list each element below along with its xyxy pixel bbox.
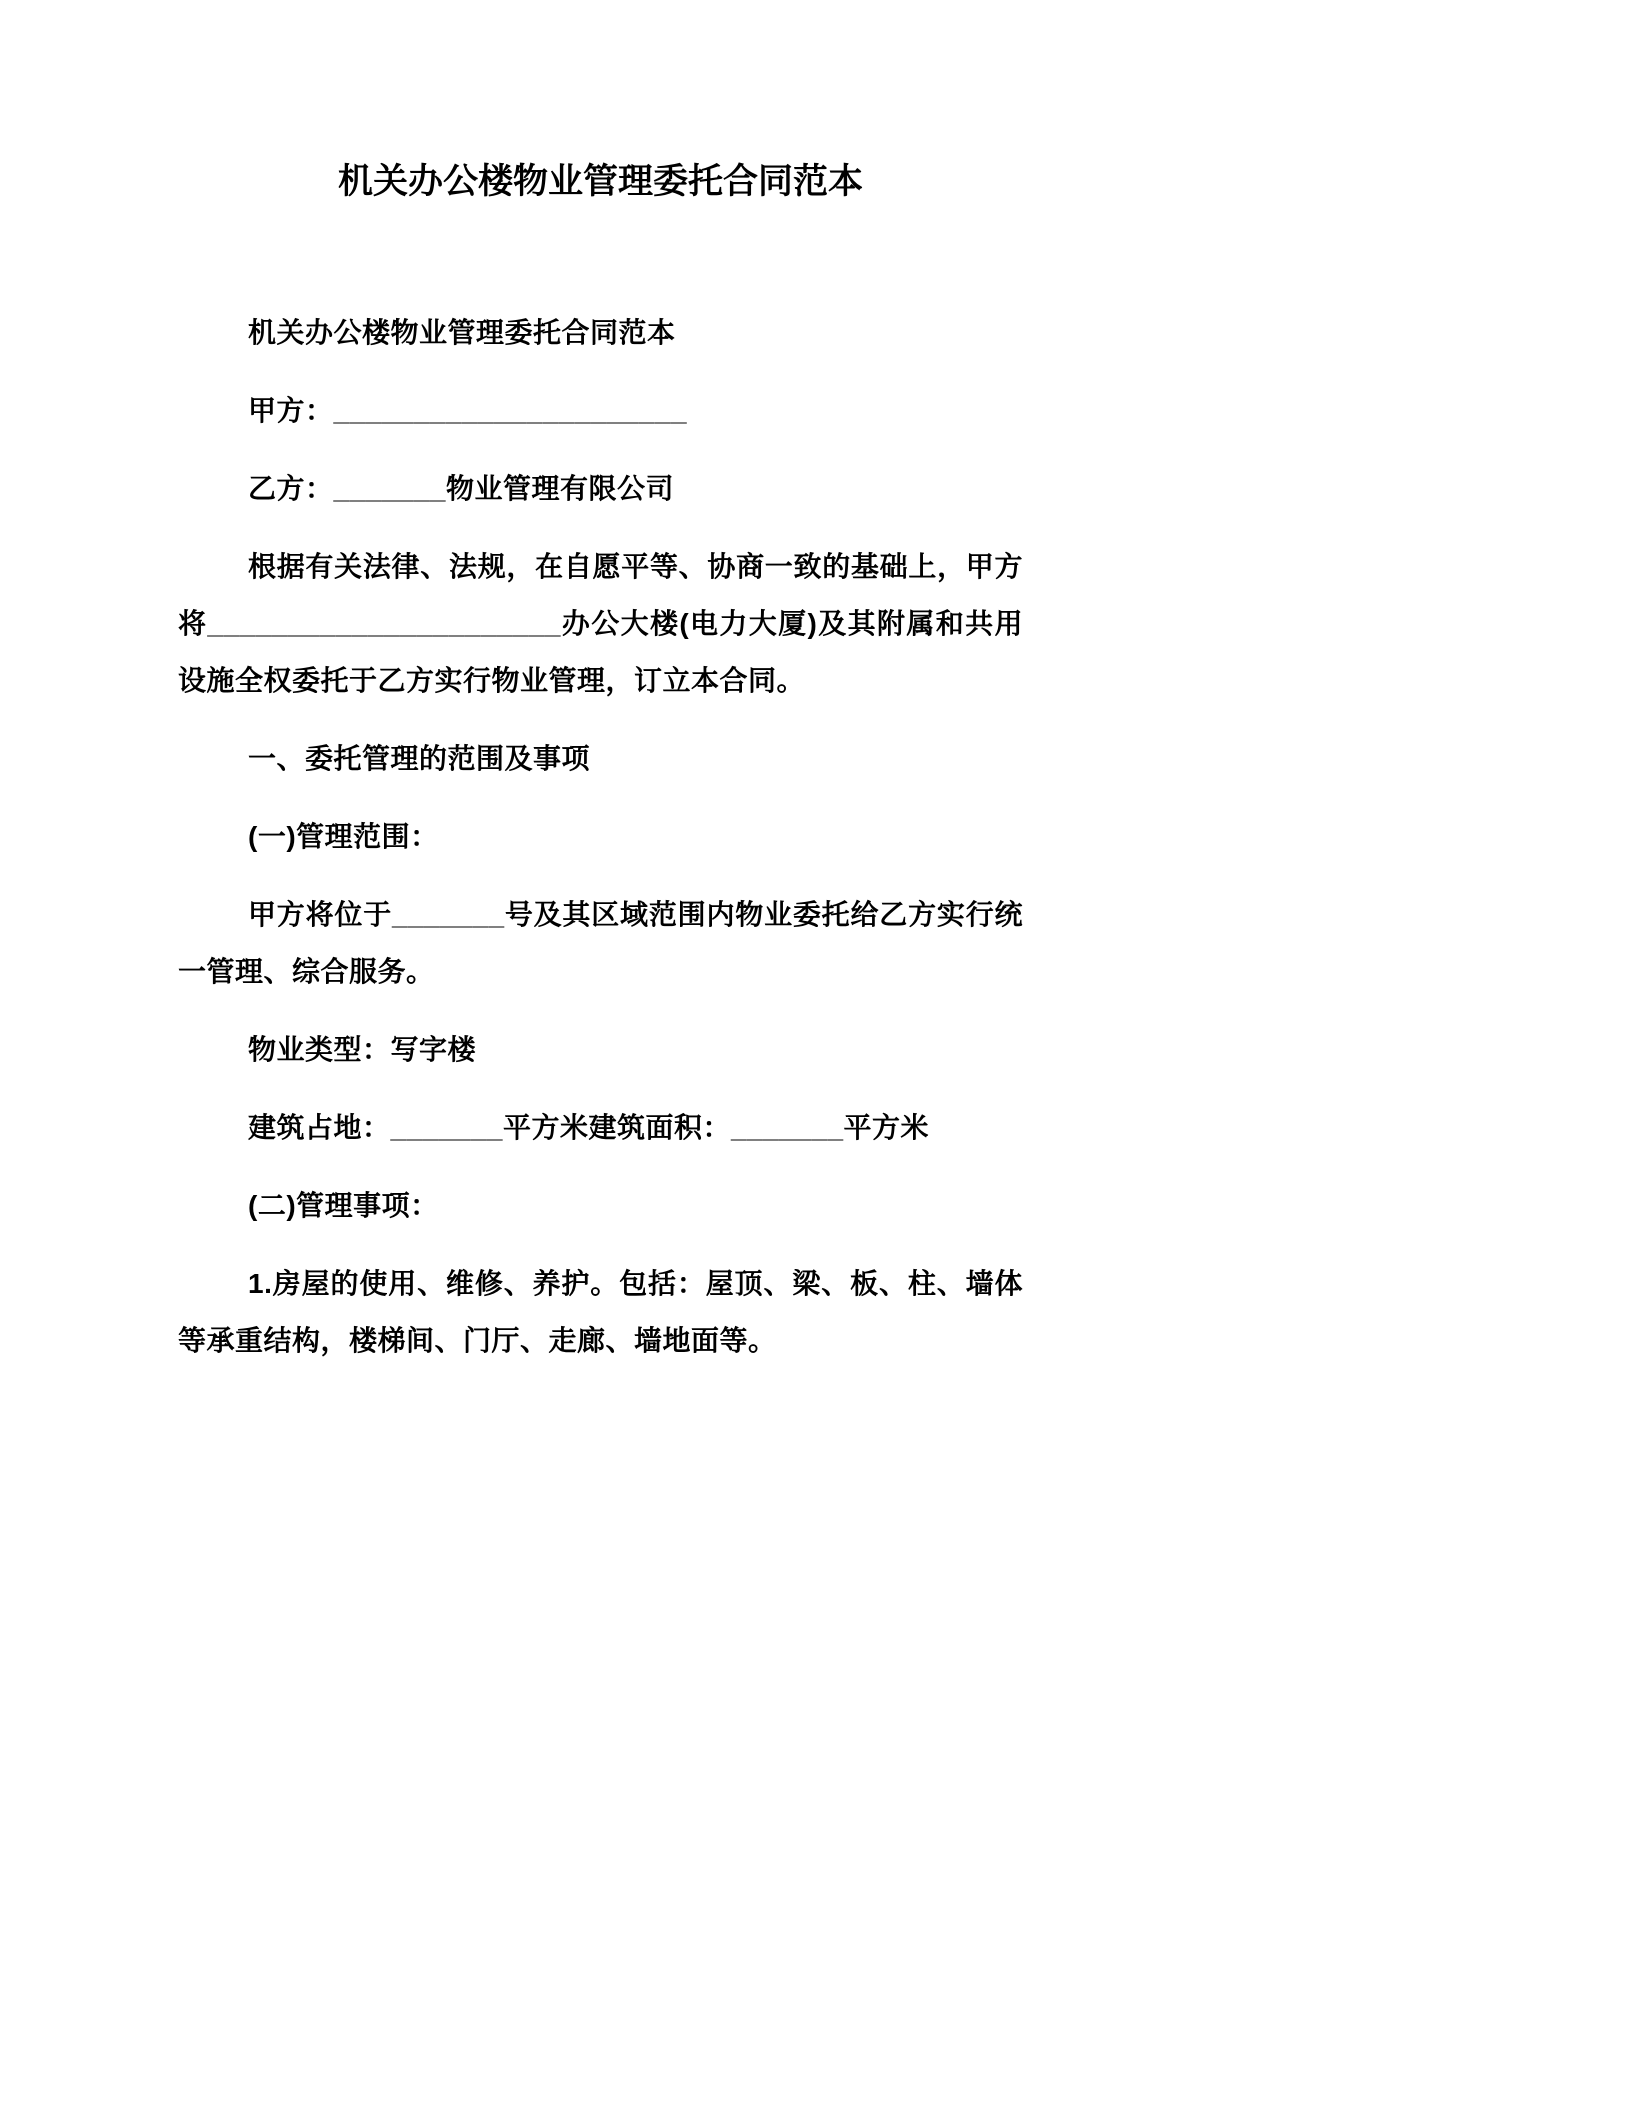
paragraph-matters-item-1: 1.房屋的使用、维修、养护。包括：屋顶、梁、板、柱、墙体等承重结构，楼梯间、门厅、走廊、墙地面等。: [178, 1268, 1023, 1356]
paragraph-property-type: 物业类型：写字楼: [248, 1034, 477, 1065]
paragraph-party-a: 甲方：______________________: [248, 395, 688, 426]
document-content: [178, 0, 1023, 1390]
document-title: 机关办公楼物业管理委托合同范本: [337, 162, 863, 201]
paragraph-building-area: 建筑占地：_______平方米建筑面积：_______平方米: [248, 1112, 930, 1143]
paragraph-party-b: 乙方：_______物业管理有限公司: [248, 473, 675, 504]
paragraph-matters-heading: (二)管理事项：: [248, 1190, 439, 1221]
paragraph-scope-body: 甲方将位于_______号及其区域范围内物业委托给乙方实行统一管理、综合服务。: [178, 899, 1023, 987]
paragraph-scope-heading: (一)管理范围：: [248, 821, 439, 852]
paragraph-preamble: 根据有关法律、法规，在自愿平等、协商一致的基础上，甲方将______________________办公大楼(电力大厦)及其附属和共用设施全权委托于乙方实行物业管理，订立本合同。: [178, 551, 1023, 696]
paragraph-section-1-heading: 一、委托管理的范围及事项: [248, 743, 591, 774]
paragraph-subtitle: 机关办公楼物业管理委托合同范本: [248, 317, 676, 348]
